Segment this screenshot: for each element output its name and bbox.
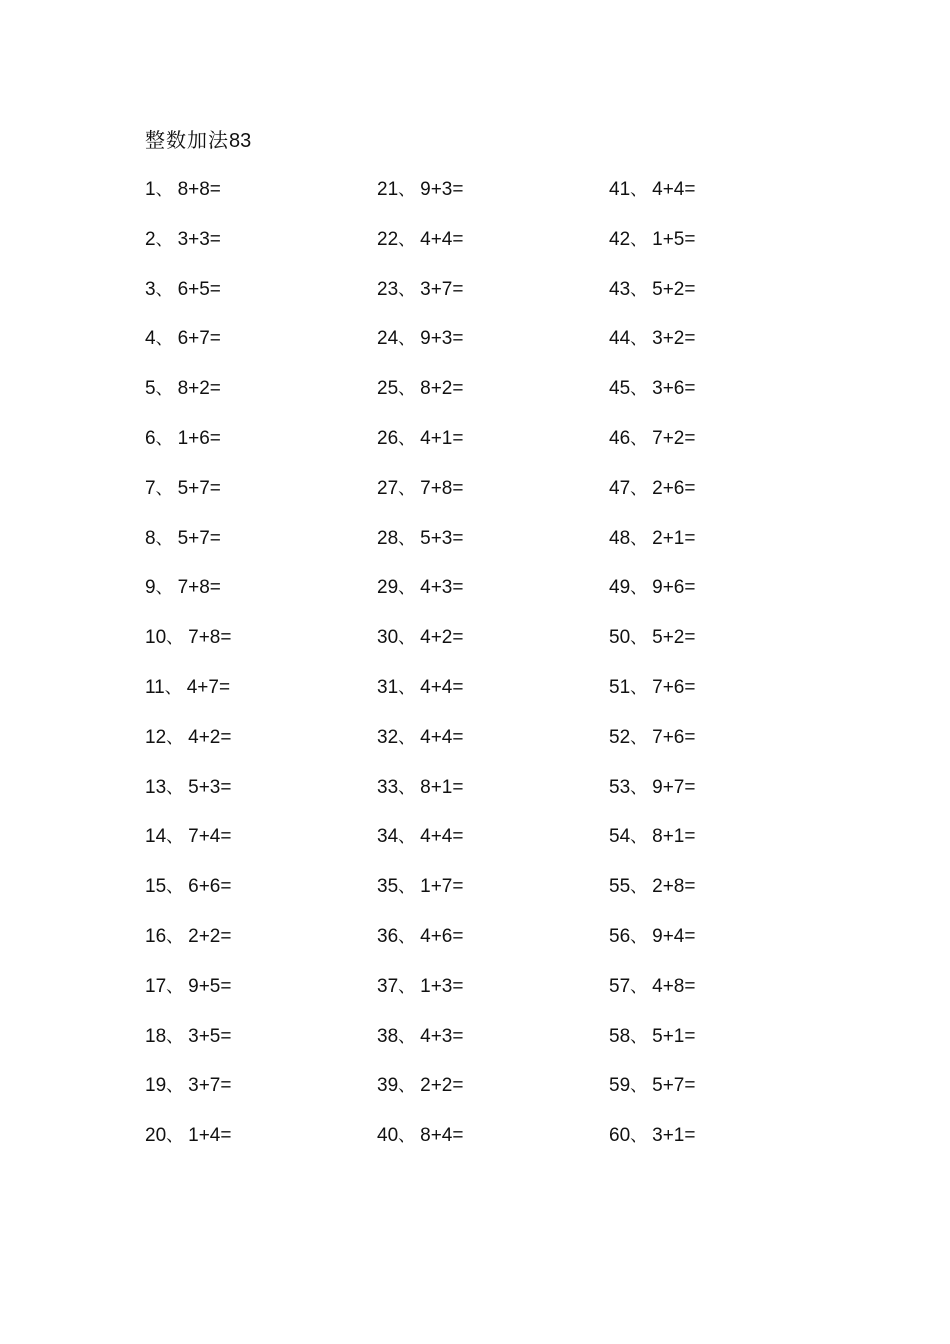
- problem-number: 5: [145, 378, 156, 400]
- problem-number: 47: [609, 477, 631, 499]
- problem-item: [609, 526, 829, 576]
- worksheet-title: [145, 126, 251, 155]
- problem-expression: 3+2=: [652, 328, 696, 350]
- problem-number: 57: [609, 975, 631, 997]
- problem-item: [609, 1073, 829, 1123]
- problem-number: 32: [377, 726, 399, 748]
- problem-number: 49: [609, 577, 631, 599]
- problem-expression: 1+6=: [177, 427, 221, 449]
- problem-item: [145, 376, 365, 426]
- problem-separator: 、: [166, 1126, 184, 1147]
- problem-separator: 、: [166, 1076, 184, 1097]
- problem-expression: 4+8=: [652, 975, 696, 997]
- problem-number: 2: [145, 228, 156, 250]
- problem-expression: 2+8=: [652, 876, 696, 898]
- problem-number: 14: [145, 826, 167, 848]
- problem-number: 7: [145, 477, 156, 499]
- problem-expression: 2+6=: [652, 477, 696, 499]
- problem-number: 3: [145, 278, 156, 300]
- problem-expression: 5+2=: [652, 627, 696, 649]
- problem-number: 33: [377, 776, 399, 798]
- problem-item: [377, 575, 597, 625]
- problem-expression: 9+3=: [420, 179, 464, 200]
- problem-separator: 、: [166, 777, 184, 798]
- problem-expression: 2+2=: [188, 925, 232, 947]
- problem-number: 23: [377, 278, 399, 300]
- problem-item: [609, 1123, 829, 1173]
- problem-number: 58: [609, 1025, 631, 1047]
- problem-item: [145, 277, 365, 327]
- problem-separator: 、: [155, 329, 173, 350]
- problem-item: [609, 725, 829, 775]
- problem-number: 10: [145, 627, 167, 649]
- problem-number: 18: [145, 1025, 167, 1047]
- problem-expression: 4+2=: [420, 627, 464, 649]
- problem-number: 46: [609, 427, 631, 449]
- problem-separator: 、: [398, 777, 416, 798]
- problem-item: [377, 1024, 597, 1074]
- problem-number: 6: [145, 427, 156, 449]
- problem-expression: 4+1=: [420, 427, 464, 449]
- problem-expression: 5+7=: [652, 1075, 696, 1097]
- problem-separator: 、: [630, 428, 648, 449]
- problem-item: [377, 824, 597, 874]
- problem-number: 26: [377, 427, 399, 449]
- problem-item: [145, 824, 365, 874]
- problem-expression: 7+4=: [188, 826, 232, 848]
- problem-item: [609, 227, 829, 277]
- problem-expression: 7+8=: [188, 627, 232, 649]
- problem-number: 48: [609, 527, 631, 549]
- problem-separator: 、: [630, 478, 648, 499]
- problem-number: 16: [145, 925, 167, 947]
- problem-expression: 9+3=: [420, 328, 464, 350]
- problem-expression: 7+6=: [652, 676, 696, 698]
- problem-item: [609, 476, 829, 526]
- problem-item: [609, 775, 829, 825]
- problem-number: 54: [609, 826, 631, 848]
- problem-separator: 、: [398, 1076, 416, 1097]
- problem-item: [145, 725, 365, 775]
- problem-expression: 3+5=: [188, 1025, 232, 1047]
- problem-item: [377, 775, 597, 825]
- problem-separator: 、: [630, 926, 648, 947]
- problem-expression: 2+2=: [420, 1075, 464, 1097]
- problem-expression: 4+4=: [420, 826, 464, 848]
- problem-number: 38: [377, 1025, 399, 1047]
- problem-number: 29: [377, 577, 399, 599]
- problem-expression: 8+2=: [420, 378, 464, 400]
- problem-column-2: [377, 177, 597, 1173]
- problem-number: 19: [145, 1075, 167, 1097]
- problem-expression: 4+4=: [420, 228, 464, 250]
- problem-item: [377, 874, 597, 924]
- problem-number: 59: [609, 1075, 631, 1097]
- problem-item: [377, 476, 597, 526]
- problem-expression: 4+3=: [420, 1025, 464, 1047]
- problem-number: 35: [377, 876, 399, 898]
- problem-item: [145, 974, 365, 1024]
- problem-separator: 、: [398, 827, 416, 848]
- problem-item: [377, 675, 597, 725]
- problem-item: [377, 1123, 597, 1173]
- problem-number: 11: [145, 676, 165, 698]
- problem-expression: 4+4=: [420, 676, 464, 698]
- problem-expression: 4+3=: [420, 577, 464, 599]
- problem-item: [145, 1024, 365, 1074]
- problem-number: 28: [377, 527, 399, 549]
- problem-expression: 4+4=: [420, 726, 464, 748]
- problem-separator: 、: [630, 777, 648, 798]
- problem-item: [145, 227, 365, 277]
- problem-item: [377, 227, 597, 277]
- problem-item: [377, 725, 597, 775]
- problem-number: 60: [609, 1125, 631, 1147]
- problem-separator: 、: [166, 976, 184, 997]
- problem-separator: 、: [166, 628, 184, 649]
- problem-expression: 8+4=: [420, 1125, 464, 1147]
- problem-separator: 、: [398, 180, 416, 200]
- problem-separator: 、: [166, 926, 184, 947]
- problem-number: 43: [609, 278, 631, 300]
- problem-item: [145, 675, 365, 725]
- problem-item: [609, 974, 829, 1024]
- problem-separator: 、: [398, 428, 416, 449]
- problem-item: [145, 924, 365, 974]
- problem-separator: 、: [630, 877, 648, 898]
- problem-item: [145, 426, 365, 476]
- problem-expression: 9+6=: [652, 577, 696, 599]
- problem-separator: 、: [398, 478, 416, 499]
- problem-separator: 、: [398, 379, 416, 400]
- problem-expression: 4+2=: [188, 726, 232, 748]
- problem-expression: 6+7=: [177, 328, 221, 350]
- problem-item: [145, 1073, 365, 1123]
- problem-number: 24: [377, 328, 399, 350]
- problem-separator: 、: [155, 528, 173, 549]
- problem-expression: 5+2=: [652, 278, 696, 300]
- problem-number: 8: [145, 527, 156, 549]
- problem-item: [377, 376, 597, 426]
- problem-expression: 3+7=: [420, 278, 464, 300]
- problem-item: [145, 526, 365, 576]
- problem-item: [609, 376, 829, 426]
- problem-separator: 、: [630, 1126, 648, 1147]
- problem-item: [377, 277, 597, 327]
- problem-expression: 1+5=: [652, 228, 696, 250]
- problem-number: 39: [377, 1075, 399, 1097]
- problem-number: 42: [609, 228, 631, 250]
- problem-number: 53: [609, 776, 631, 798]
- problem-separator: 、: [630, 727, 648, 748]
- problem-number: 37: [377, 975, 399, 997]
- problem-separator: 、: [630, 578, 648, 599]
- problem-expression: 4+7=: [186, 676, 231, 698]
- problem-separator: 、: [630, 279, 648, 300]
- problem-item: [145, 177, 365, 227]
- problem-number: 12: [145, 726, 167, 748]
- problem-expression: 5+7=: [177, 477, 221, 499]
- problem-column-3: [609, 177, 829, 1173]
- problem-separator: 、: [398, 229, 416, 250]
- problem-item: [145, 476, 365, 526]
- problem-number: 41: [609, 179, 631, 200]
- problem-expression: 6+6=: [188, 876, 232, 898]
- problem-number: 36: [377, 925, 399, 947]
- problem-separator: 、: [630, 1076, 648, 1097]
- problem-number: 40: [377, 1125, 399, 1147]
- problem-separator: 、: [398, 677, 416, 698]
- problem-number: 45: [609, 378, 631, 400]
- problem-separator: 、: [398, 877, 416, 898]
- problem-separator: 、: [398, 628, 416, 649]
- problem-number: 50: [609, 627, 631, 649]
- problem-item: [145, 775, 365, 825]
- problem-expression: 9+7=: [652, 776, 696, 798]
- problem-column-1: [145, 177, 365, 1173]
- problem-separator: 、: [630, 628, 648, 649]
- problem-number: 27: [377, 477, 399, 499]
- problem-item: [145, 625, 365, 675]
- problem-expression: 7+6=: [652, 726, 696, 748]
- problem-separator: 、: [164, 677, 182, 698]
- problem-separator: 、: [398, 926, 416, 947]
- problem-item: [377, 974, 597, 1024]
- problem-expression: 7+8=: [420, 477, 464, 499]
- problem-item: [377, 177, 597, 227]
- problem-number: 44: [609, 328, 631, 350]
- problem-item: [609, 675, 829, 725]
- problem-expression: 7+8=: [177, 577, 221, 599]
- problem-item: [377, 526, 597, 576]
- problem-expression: 5+1=: [652, 1025, 696, 1047]
- problem-number: 52: [609, 726, 631, 748]
- problem-item: [145, 575, 365, 625]
- problem-number: 9: [145, 577, 156, 599]
- problem-item: [609, 426, 829, 476]
- problem-number: 51: [609, 676, 631, 698]
- problem-number: 1: [145, 179, 156, 200]
- problem-expression: 3+6=: [652, 378, 696, 400]
- problem-item: [377, 1073, 597, 1123]
- problem-item: [609, 277, 829, 327]
- problem-item: [145, 326, 365, 376]
- problem-separator: 、: [155, 478, 173, 499]
- problem-separator: 、: [630, 677, 648, 698]
- problem-number: 15: [145, 876, 167, 898]
- problem-separator: 、: [166, 727, 184, 748]
- problem-expression: 9+5=: [188, 975, 232, 997]
- problem-number: 22: [377, 228, 399, 250]
- problem-separator: 、: [155, 428, 173, 449]
- problem-number: 4: [145, 328, 156, 350]
- problem-separator: 、: [398, 1126, 416, 1147]
- problem-separator: 、: [166, 877, 184, 898]
- problem-columns: [145, 177, 845, 1177]
- problem-number: 25: [377, 378, 399, 400]
- problem-expression: 2+1=: [652, 527, 696, 549]
- problem-separator: 、: [398, 528, 416, 549]
- problem-expression: 3+1=: [652, 1125, 696, 1147]
- problem-expression: 7+2=: [652, 427, 696, 449]
- problem-item: [145, 874, 365, 924]
- problem-separator: 、: [630, 827, 648, 848]
- problem-number: 30: [377, 627, 399, 649]
- problem-separator: 、: [155, 578, 173, 599]
- problem-item: [609, 625, 829, 675]
- problem-item: [609, 575, 829, 625]
- problem-expression: 1+3=: [420, 975, 464, 997]
- problem-separator: 、: [630, 976, 648, 997]
- problem-separator: 、: [398, 279, 416, 300]
- problem-number: 56: [609, 925, 631, 947]
- problem-separator: 、: [166, 1026, 184, 1047]
- problem-expression: 1+7=: [420, 876, 464, 898]
- problem-item: [377, 426, 597, 476]
- worksheet-title-number: 83: [229, 130, 252, 152]
- problem-expression: 8+8=: [177, 179, 221, 200]
- problem-separator: 、: [630, 528, 648, 549]
- problem-separator: 、: [398, 727, 416, 748]
- problem-expression: 9+4=: [652, 925, 696, 947]
- problem-item: [145, 1123, 365, 1173]
- problem-separator: 、: [155, 229, 173, 250]
- problem-item: [609, 326, 829, 376]
- problem-number: 34: [377, 826, 399, 848]
- problem-expression: 1+4=: [188, 1125, 232, 1147]
- problem-separator: 、: [630, 379, 648, 400]
- problem-expression: 6+5=: [177, 278, 221, 300]
- problem-expression: 8+1=: [652, 826, 696, 848]
- problem-separator: 、: [398, 976, 416, 997]
- problem-expression: 8+2=: [177, 378, 221, 400]
- problem-number: 55: [609, 876, 631, 898]
- problem-item: [377, 625, 597, 675]
- problem-item: [609, 824, 829, 874]
- problem-number: 13: [145, 776, 167, 798]
- worksheet-title-text: 整数加法: [145, 128, 229, 152]
- problem-separator: 、: [630, 329, 648, 350]
- problem-number: 21: [377, 179, 399, 200]
- problem-number: 20: [145, 1125, 167, 1147]
- problem-item: [377, 924, 597, 974]
- problem-item: [609, 924, 829, 974]
- problem-expression: 5+7=: [177, 527, 221, 549]
- problem-expression: 8+1=: [420, 776, 464, 798]
- problem-number: 31: [377, 676, 399, 698]
- problem-separator: 、: [630, 229, 648, 250]
- problem-expression: 5+3=: [188, 776, 232, 798]
- problem-separator: 、: [398, 578, 416, 599]
- problem-item: [609, 874, 829, 924]
- problem-separator: 、: [155, 379, 173, 400]
- problem-separator: 、: [155, 180, 173, 200]
- problem-separator: 、: [630, 1026, 648, 1047]
- problem-number: 17: [145, 975, 167, 997]
- problem-item: [609, 177, 829, 227]
- problem-separator: 、: [398, 1026, 416, 1047]
- problem-separator: 、: [630, 180, 648, 200]
- problem-expression: 4+6=: [420, 925, 464, 947]
- problem-item: [377, 326, 597, 376]
- problem-expression: 3+7=: [188, 1075, 232, 1097]
- problem-expression: 3+3=: [177, 228, 221, 250]
- problem-expression: 4+4=: [652, 179, 696, 200]
- problem-item: [609, 1024, 829, 1074]
- problem-separator: 、: [166, 827, 184, 848]
- problem-expression: 5+3=: [420, 527, 464, 549]
- problem-separator: 、: [398, 329, 416, 350]
- problem-separator: 、: [155, 279, 173, 300]
